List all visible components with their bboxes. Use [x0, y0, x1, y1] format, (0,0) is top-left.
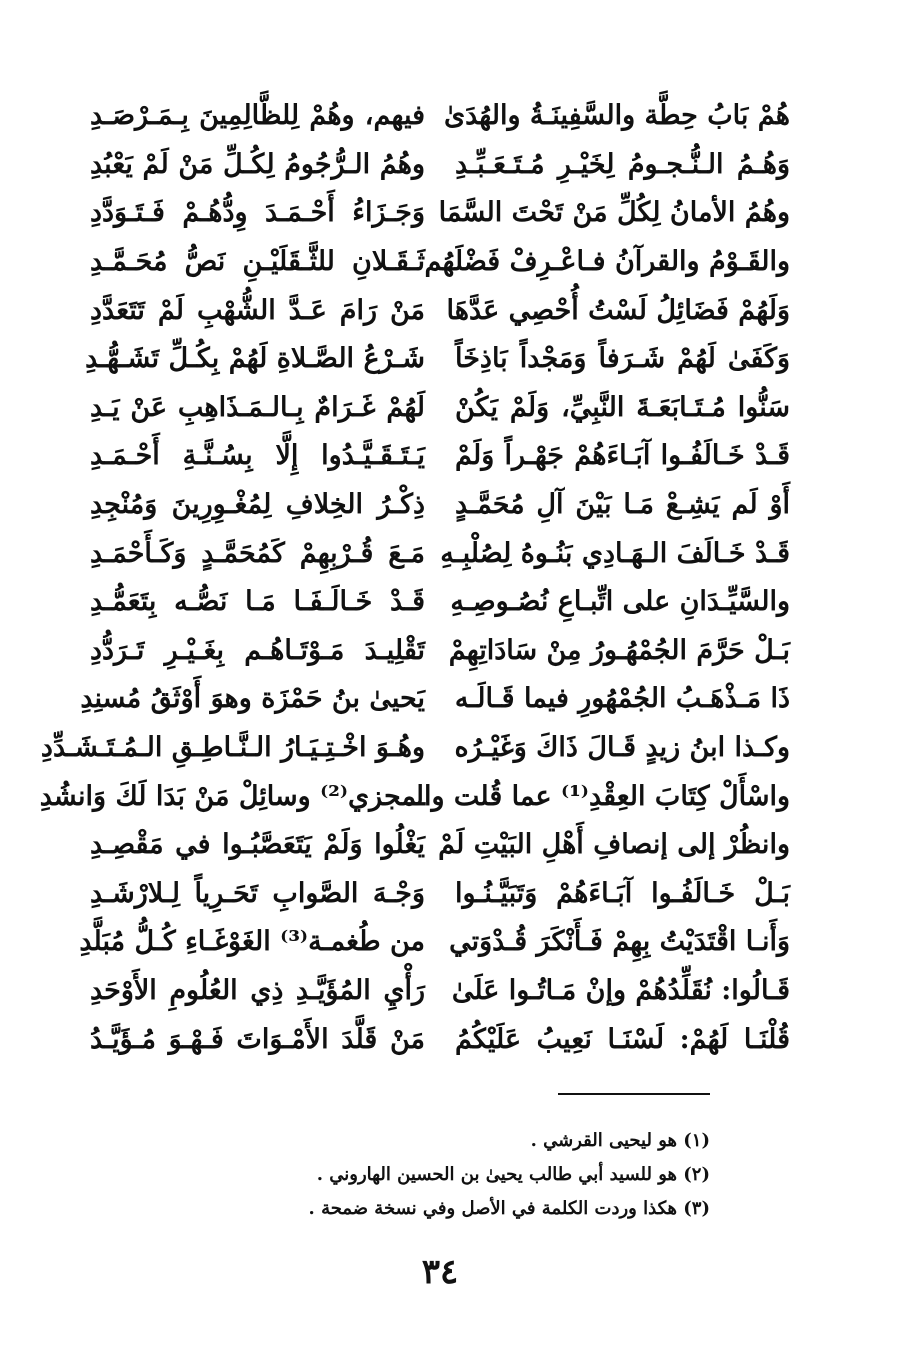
verse-line — [90, 578, 790, 627]
verse-line — [90, 1015, 790, 1064]
verse-left-hemistich: مَنْ قَلَّدَ الأَمْـوَاتَ فَـهْـوَ مُـؤَيَّـدُ — [90, 1023, 425, 1055]
verse-right-hemistich: وانظُرْ إلى إنصافِ أَهْلِ البَيْتِ لَمْ — [438, 829, 790, 861]
verse-left-hemistich: مَـعَ قُـرْبِهِمْ كَمُحَمَّـدٍ وَكَـأَحْمَـدِ — [90, 537, 425, 569]
footnote: (١) هو ليحيى القرشي . — [530, 1130, 710, 1151]
verse-left-hemistich: ثَـقَـلانِ للثَّـقَلَيْـنِ نَصُّ مُحَـمَّـدِ — [90, 246, 425, 278]
footnote: (٣) هكذا وردت الكلمة في الأصل وفي نسخة ضمحة . — [308, 1198, 710, 1219]
verse-right-hemistich: ذَا مَـذْهَـبُ الجُمْهُورِ فيما قَـالَـه — [454, 683, 790, 715]
verse-line — [90, 238, 790, 287]
verse-left-hemistich: يَغْلُوا وَلَمْ يَتَعَصَّبُـوا في مَقْصِـدِ — [90, 829, 425, 861]
verse-right-hemistich: وَلَهُمْ فَضَائِلُ لَسْتُ أُحْصِي عَدَّهَا — [446, 294, 790, 326]
verse-left-hemistich: لَهُمْ غَـرَامٌ بِـالـمَـذَاهِبِ عَنْ يَـدِ — [90, 391, 425, 423]
verse-right-hemistich: واسْأَلْ كِتَابَ العِقْدِ⁽¹⁾ عما قُلت والـ — [407, 780, 790, 812]
verse-line — [79, 918, 790, 967]
verse-right-hemistich: قُلْنَـا لَهُمْ: لَسْنَـا نَعِيبُ عَلَيْكُمُ — [455, 1023, 790, 1055]
verse-right-hemistich: هُمْ بَابُ حِطَّة والسَّفِينَـةُ والهُدَىٰ — [444, 100, 790, 132]
verse-right-hemistich: قَـدْ خَـالَفُـوا آبَـاءَهُمْ جَهْـراً وَلَمْ — [455, 440, 790, 472]
verse-line — [80, 675, 790, 724]
footnote-separator — [558, 1093, 710, 1095]
footnote: (٢) هو للسيد أبي طالب يحيىٰ بن الحسين الهاروني . — [316, 1164, 710, 1185]
verse-right-hemistich: قَـدْ خَـالَفَ الـهَـادِي بَنُـوهُ لِصُلْبِـهِ — [440, 537, 790, 569]
verse-line — [90, 481, 790, 530]
verse-line — [90, 967, 790, 1016]
verse-right-hemistich: وَكَفَىٰ لَهُمْ شَـرَفاً وَمَجْداً بَاذِخَاً — [455, 343, 790, 375]
verse-line — [90, 384, 790, 433]
page-number: ٣٤ — [421, 1252, 459, 1292]
verse-line — [85, 335, 790, 384]
verse-line — [90, 529, 790, 578]
verse-line — [90, 189, 790, 238]
verse-right-hemistich: والسَّيِّـدَانِ على اتِّبـاعِ نُصُـوصِـهِ — [450, 586, 790, 618]
verse-left-hemistich: وهُـوَ اخْـتِـيَـارُ الـنَّـاطِـقِ الـمُـتَـشَـدِّدِ — [40, 732, 425, 764]
verse-right-hemistich: وكـذا ابنُ زيدٍ قَـالَ ذَاكَ وَغَيْـرُه — [454, 732, 790, 764]
verse-left-hemistich: من طُغمـة⁽³⁾ الغَوْغَـاءِ كُـلُّ مُبَلَّدِ — [79, 926, 425, 958]
verse-left-hemistich: يَـتَـقَـيَّـدُوا إِلَّا بِسُـنَّـةِ أَحْـمَـدِ — [90, 440, 425, 472]
verse-line — [40, 724, 790, 773]
verse-right-hemistich: بَـلْ حَرَّمَ الجُمْهُـورُ مِنْ سَادَاتِهِمْ — [448, 634, 790, 666]
verse-line — [90, 432, 790, 481]
verse-right-hemistich: وهُمُ الأمانُ لِكُلِّ مَنْ تَحْتَ السَّمَا — [438, 197, 790, 229]
verse-left-hemistich: تَقْلِيـدَ مَـوْتَـاهُـم بِغَـيْـرِ تَـرَدُّدِ — [90, 634, 425, 666]
verse-right-hemistich: والقَـوْمُ والقرآنُ فـاعْـرِفْ فَضْلَهُم — [424, 246, 790, 278]
verse-line — [90, 627, 790, 676]
verse-left-hemistich: ـمجزي⁽²⁾ وسائِلْ مَنْ بَدَا لَكَ وَانشُدِ — [39, 780, 425, 812]
verse-line — [39, 772, 790, 821]
verse-left-hemistich: شَـرْعُ الصَّـلاةِ لَهُمْ بِكُـلِّ تَشَـهُّـدِ — [85, 343, 425, 375]
verse-line — [90, 821, 790, 870]
verse-left-hemistich: ذِكْـرُ الخِلافِ لِمُغْـوِرِينَ وَمُنْجِدِ — [90, 489, 425, 521]
verse-line — [90, 870, 790, 919]
verse-right-hemistich: وَأَنـا اقْتَدَيْتُ بِهِمْ فَـأَنْكَرَ قُـدْوَتي — [449, 926, 790, 958]
verse-line — [90, 286, 790, 335]
verse-left-hemistich: وَجْـهَ الصَّوابِ تَحَـرِياً لِـلارْشَـدِ — [90, 877, 425, 909]
verse-left-hemistich: يَحيىٰ بنُ حَمْزَة وهوَ أَوْثَقُ مُسنِدِ — [80, 683, 425, 715]
verse-left-hemistich: مَنْ رَامَ عَـدَّ الشُّهْبِ لَمْ تَتَعَدَّدِ — [90, 294, 425, 326]
verse-right-hemistich: قَـالُوا: نُقَلِّدُهُمْ وإنْ مَـاتُـوا عَلَىٰ — [451, 974, 790, 1006]
poem-body — [39, 92, 790, 1064]
verse-right-hemistich: وَهُـمُ الـنُّـجـومُ لِخَيْـرِ مُـتَـعَـبِّـدِ — [455, 148, 790, 180]
verse-left-hemistich: رَأْيِ المُؤَيَّـدِ ذِي العُلُومِ الأَوْحَدِ — [90, 974, 425, 1006]
verse-left-hemistich: فيهم، وهُمْ لِلظَّالِمِينَ بِـمَـرْصَـدِ — [90, 100, 425, 132]
verse-line — [90, 141, 790, 190]
verse-left-hemistich: قَـدْ خَـالَـفَـا مَـا نَصُّـه بِتَعَمُّـدِ — [90, 586, 425, 618]
verse-right-hemistich: سَنُّوا مُـتَـابَعَـةَ النَّبِيِّ، وَلَمْ يَكُنْ — [455, 391, 790, 423]
verse-left-hemistich: وهُمُ الـرُّجُومُ لِكُـلِّ مَنْ لَمْ يَعْبُدِ — [90, 148, 425, 180]
verse-right-hemistich: أَوْ لَم يَشِـعْ مَـا بَيْنَ آلِ مُحَمَّـدٍ — [455, 489, 790, 521]
verse-left-hemistich: وَجَـزَاءُ أَحْـمَـدَ وِدُّهُـمْ فَـتَـوَدَّدِ — [90, 197, 425, 229]
footnotes — [210, 1124, 710, 1226]
verse-line — [90, 92, 790, 141]
verse-right-hemistich: بَـلْ خَـالَفُـوا آبَـاءَهُمْ وَتَبَيَّـنُـوا — [455, 877, 790, 909]
